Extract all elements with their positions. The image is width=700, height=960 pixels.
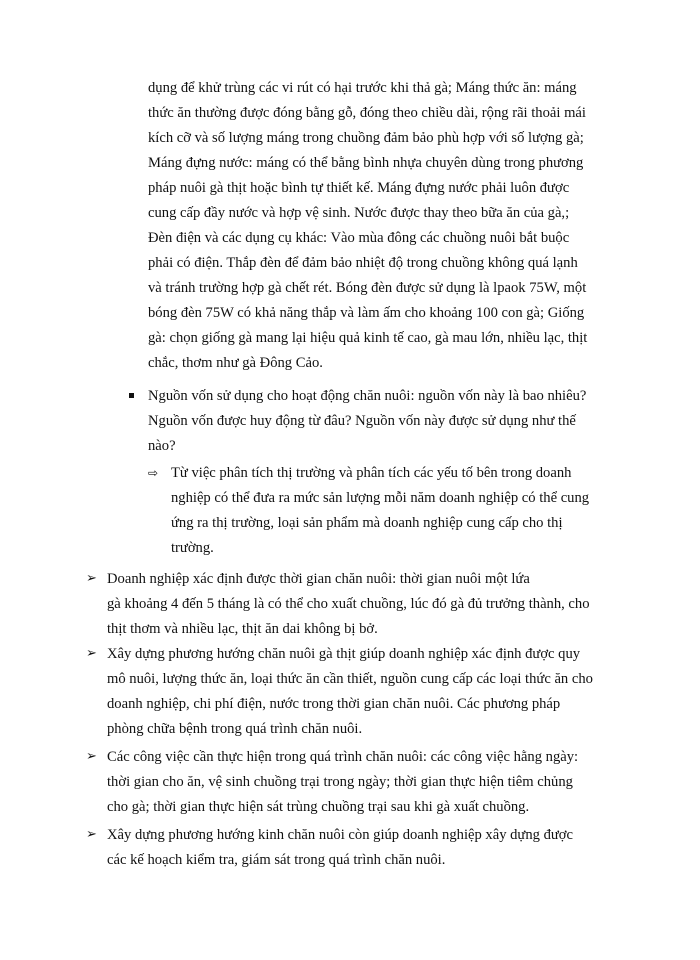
- intro-line: bóng đèn 75W có khả năng thắp và làm ấm cho khoảng 100 con gà; Giống: [148, 305, 585, 321]
- chevron-bullet-icon: ➢: [86, 749, 97, 764]
- arrow-right-icon: ⇨: [148, 466, 159, 480]
- chevron-bullet-icon: ➢: [86, 571, 97, 586]
- chevron-item-line: gà khoảng 4 đến 5 tháng là có thể cho xuất chuồng, lúc đó gà đủ trưởng thành, cho: [107, 596, 590, 612]
- intro-line: chắc, thơm như gà Đông Cảo.: [148, 355, 323, 371]
- intro-line: gà: chọn giống gà mang lại hiệu quả kinh tế cao, gà mau lớn, nhiều lạc, thịt: [148, 330, 588, 346]
- intro-line: cung cấp đầy nước và hợp vệ sinh. Nước được thay theo bữa ăn của gà,;: [148, 205, 570, 221]
- chevron-item-line: thời gian cho ăn, vệ sinh chuồng trại trong ngày; thời gian thực hiện tiêm chủng: [107, 774, 573, 790]
- chevron-item-line: các kế hoạch kiểm tra, giám sát trong quá trình chăn nuôi.: [107, 852, 446, 868]
- chevron-bullet-icon: ➢: [86, 827, 97, 842]
- intro-line: thức ăn thường được đóng bằng gỗ, đóng theo chiều dài, rộng rãi thoải mái: [148, 105, 586, 121]
- square-bullet-line: Nguồn vốn được huy động từ đâu? Nguồn vốn này được sử dụng như thế: [148, 413, 576, 429]
- chevron-item-line: phòng chữa bệnh trong quá trình chăn nuôi.: [107, 721, 363, 737]
- intro-line: Máng đựng nước: máng có thể bằng bình nhựa chuyên dùng trong phương: [148, 155, 584, 171]
- chevron-item-line: mô nuôi, lượng thức ăn, loại thức ăn cần thiết, nguồn cung cấp các loại thức ăn cho: [107, 671, 593, 687]
- intro-line: kích cỡ và số lượng máng trong chuồng đảm bảo phù hợp với số lượng gà;: [148, 130, 584, 146]
- square-bullet-line: Nguồn vốn sử dụng cho hoạt động chăn nuôi: nguồn vốn này là bao nhiêu?: [148, 388, 587, 404]
- chevron-item-line: Xây dựng phương hướng chăn nuôi gà thịt giúp doanh nghiệp xác định được quy: [107, 646, 581, 662]
- chevron-item-line: cho gà; thời gian thực hiện sát trùng chuồng trại sau khi gà xuất chuồng.: [107, 799, 530, 815]
- chevron-bullet-icon: ➢: [86, 646, 97, 661]
- chevron-item-line: Các công việc cần thực hiện trong quá trình chăn nuôi: các công việc hằng ngày:: [107, 749, 579, 765]
- intro-line: pháp nuôi gà thịt hoặc bình tự thiết kế. Máng đựng nước phải luôn được: [148, 180, 570, 196]
- arrow-bullet-line: nghiệp có thể đưa ra mức sản lượng mỗi năm doanh nghiệp có thể cung: [171, 490, 590, 506]
- chevron-item-line: Xây dựng phương hướng kinh chăn nuôi còn giúp doanh nghiệp xây dựng được: [107, 827, 573, 843]
- arrow-bullet-line: trường.: [171, 540, 214, 556]
- intro-line: dụng để khử trùng các vi rút có hại trước khi thả gà; Máng thức ăn: máng: [148, 80, 577, 96]
- arrow-bullet-line: Từ việc phân tích thị trường và phân tích các yếu tố bên trong doanh: [171, 465, 572, 481]
- square-bullet-line: nào?: [148, 438, 176, 454]
- intro-line: phải có điện. Thắp đèn để đảm bảo nhiệt độ trong chuồng không quá lạnh: [148, 255, 578, 271]
- arrow-bullet-line: ứng ra thị trường, loại sản phẩm mà doanh nghiệp cung cấp cho thị: [171, 515, 563, 531]
- chevron-item-line: doanh nghiệp, chi phí điện, nước trong thời gian chăn nuôi. Các phương pháp: [107, 696, 561, 712]
- chevron-item-line: thịt thơm và nhiều lạc, thịt ăn dai không bị bở.: [107, 621, 378, 637]
- square-bullet-icon: [129, 393, 134, 398]
- intro-line: và tránh trường hợp gà chết rét. Bóng đèn được sử dụng là lpaok 75W, một: [148, 280, 587, 296]
- chevron-item-line: Doanh nghiệp xác định được thời gian chăn nuôi: thời gian nuôi một lứa: [107, 571, 530, 587]
- intro-line: Đèn điện và các dụng cụ khác: Vào mùa đông các chuồng nuôi bắt buộc: [148, 230, 570, 246]
